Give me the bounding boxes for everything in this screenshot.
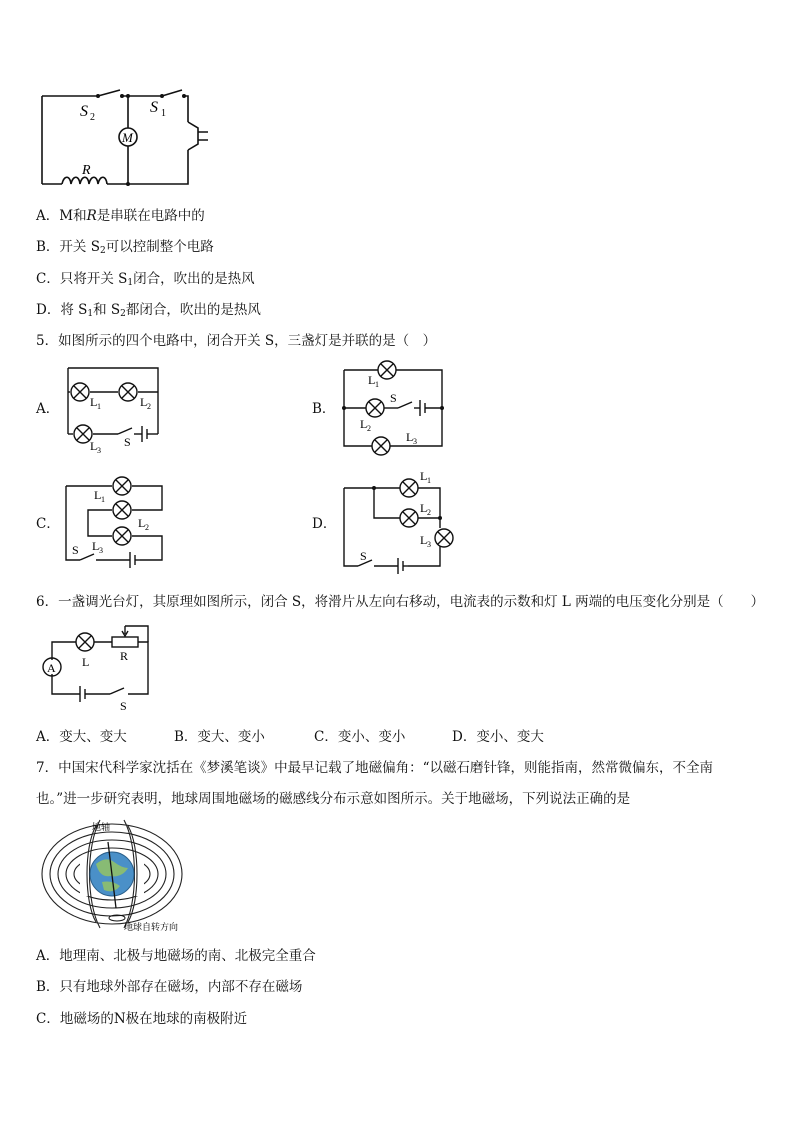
q4-circuit-figure bbox=[36, 88, 226, 192]
q7-option-c: C．地磁场的N极在地球的南极附近 bbox=[36, 1011, 248, 1027]
q7-option-a: A．地理南、北极与地磁场的南、北极完全重合 bbox=[36, 948, 316, 964]
q5-letter-b: B． bbox=[312, 401, 336, 417]
q6-rheostat-label: R bbox=[120, 649, 129, 663]
b-s: S bbox=[390, 391, 397, 405]
svg-text:1: 1 bbox=[375, 380, 379, 389]
q4-option-b: B．开关 $S_2$可以控制整个电路 bbox=[36, 239, 214, 256]
d-s: S bbox=[360, 549, 367, 563]
svg-text:1: 1 bbox=[97, 402, 101, 411]
d-l2: L bbox=[420, 501, 428, 515]
q7-rotation-label: 地球自转方向 bbox=[124, 922, 179, 932]
b-l1: L bbox=[368, 373, 376, 387]
q4-option-a: A．M和R是串联在电路中的 bbox=[36, 208, 205, 224]
svg-text:2: 2 bbox=[145, 523, 149, 532]
q6-stem: 6．一盏调光台灯，其原理如图所示，闭合 S，将滑片从左向右移动，电流表的示数和灯 L 两端的电压变化分别是（ ） bbox=[36, 594, 765, 610]
q7-geomagnetic-figure bbox=[40, 816, 190, 938]
c-l1: L bbox=[94, 488, 102, 502]
c-l3: L bbox=[92, 539, 100, 553]
q7-stem-line1: 7．中国宋代科学家沈括在《梦溪笔谈》中最早记载了地磁偏角：“以磁石磨针锋，则能指南，然常微偏东，不全南 bbox=[36, 760, 713, 776]
svg-text:3: 3 bbox=[99, 546, 103, 555]
c-s: S bbox=[72, 543, 79, 557]
q7-axis-label: 地轴 bbox=[92, 822, 111, 832]
a-l2: L bbox=[140, 395, 148, 409]
q6-option-b: B．变大、变小 bbox=[174, 729, 265, 745]
q5-circuit-c bbox=[60, 474, 172, 568]
d-l3: L bbox=[420, 533, 428, 547]
q5-circuit-d bbox=[338, 468, 462, 578]
s1-sub: 1 bbox=[161, 108, 166, 119]
svg-text:1: 1 bbox=[101, 495, 105, 504]
svg-text:2: 2 bbox=[147, 402, 151, 411]
q5-stem: 5．如图所示的四个电路中，闭合开关 S，三盏灯是并联的是（ ） bbox=[36, 333, 437, 349]
a-l3: L bbox=[90, 439, 98, 453]
d-l1: L bbox=[420, 469, 428, 483]
b-l3: L bbox=[406, 430, 414, 444]
q6-option-c: C．变小、变小 bbox=[314, 729, 406, 745]
a-s: S bbox=[124, 435, 131, 449]
q6-circuit-figure bbox=[36, 618, 158, 714]
svg-text:2: 2 bbox=[367, 424, 371, 433]
q5-letter-d: D． bbox=[312, 516, 337, 532]
s2-sub: 2 bbox=[90, 112, 95, 123]
q4-option-d: D．将 $S_1$和 $S_2$都闭合，吹出的是热风 bbox=[36, 302, 261, 319]
q6-switch-label: S bbox=[120, 699, 127, 713]
q7-option-b: B．只有地球外部存在磁场，内部不存在磁场 bbox=[36, 979, 303, 995]
svg-text:3: 3 bbox=[97, 446, 101, 455]
motor-label: M bbox=[122, 130, 133, 145]
q5-letter-c: C． bbox=[36, 516, 60, 532]
q6-lamp-label: L bbox=[82, 655, 90, 669]
b-l2: L bbox=[360, 417, 368, 431]
resistor-label: R bbox=[82, 163, 91, 178]
q5-circuit-b bbox=[338, 360, 450, 460]
q7-stem-line2: 也。”进一步研究表明，地球周围地磁场的磁感线分布示意如图所示。关于地磁场，下列说法正确的是 bbox=[36, 791, 631, 807]
a-l1: L bbox=[90, 395, 98, 409]
svg-text:2: 2 bbox=[427, 508, 431, 517]
q4-option-c: C．只将开关 $S_1$闭合，吹出的是热风 bbox=[36, 271, 255, 288]
svg-text:3: 3 bbox=[413, 437, 417, 446]
q5-circuit-a bbox=[62, 362, 172, 456]
svg-text:3: 3 bbox=[427, 540, 431, 549]
s1-label: S bbox=[150, 99, 158, 116]
c-l2: L bbox=[138, 516, 146, 530]
q6-option-d: D．变小、变大 bbox=[452, 729, 544, 745]
s2-label: S bbox=[80, 103, 88, 120]
svg-text:1: 1 bbox=[427, 476, 431, 485]
q6-ammeter-label: A bbox=[47, 661, 56, 675]
q5-letter-a: A． bbox=[36, 401, 60, 417]
q6-option-a: A．变大、变大 bbox=[36, 729, 127, 745]
